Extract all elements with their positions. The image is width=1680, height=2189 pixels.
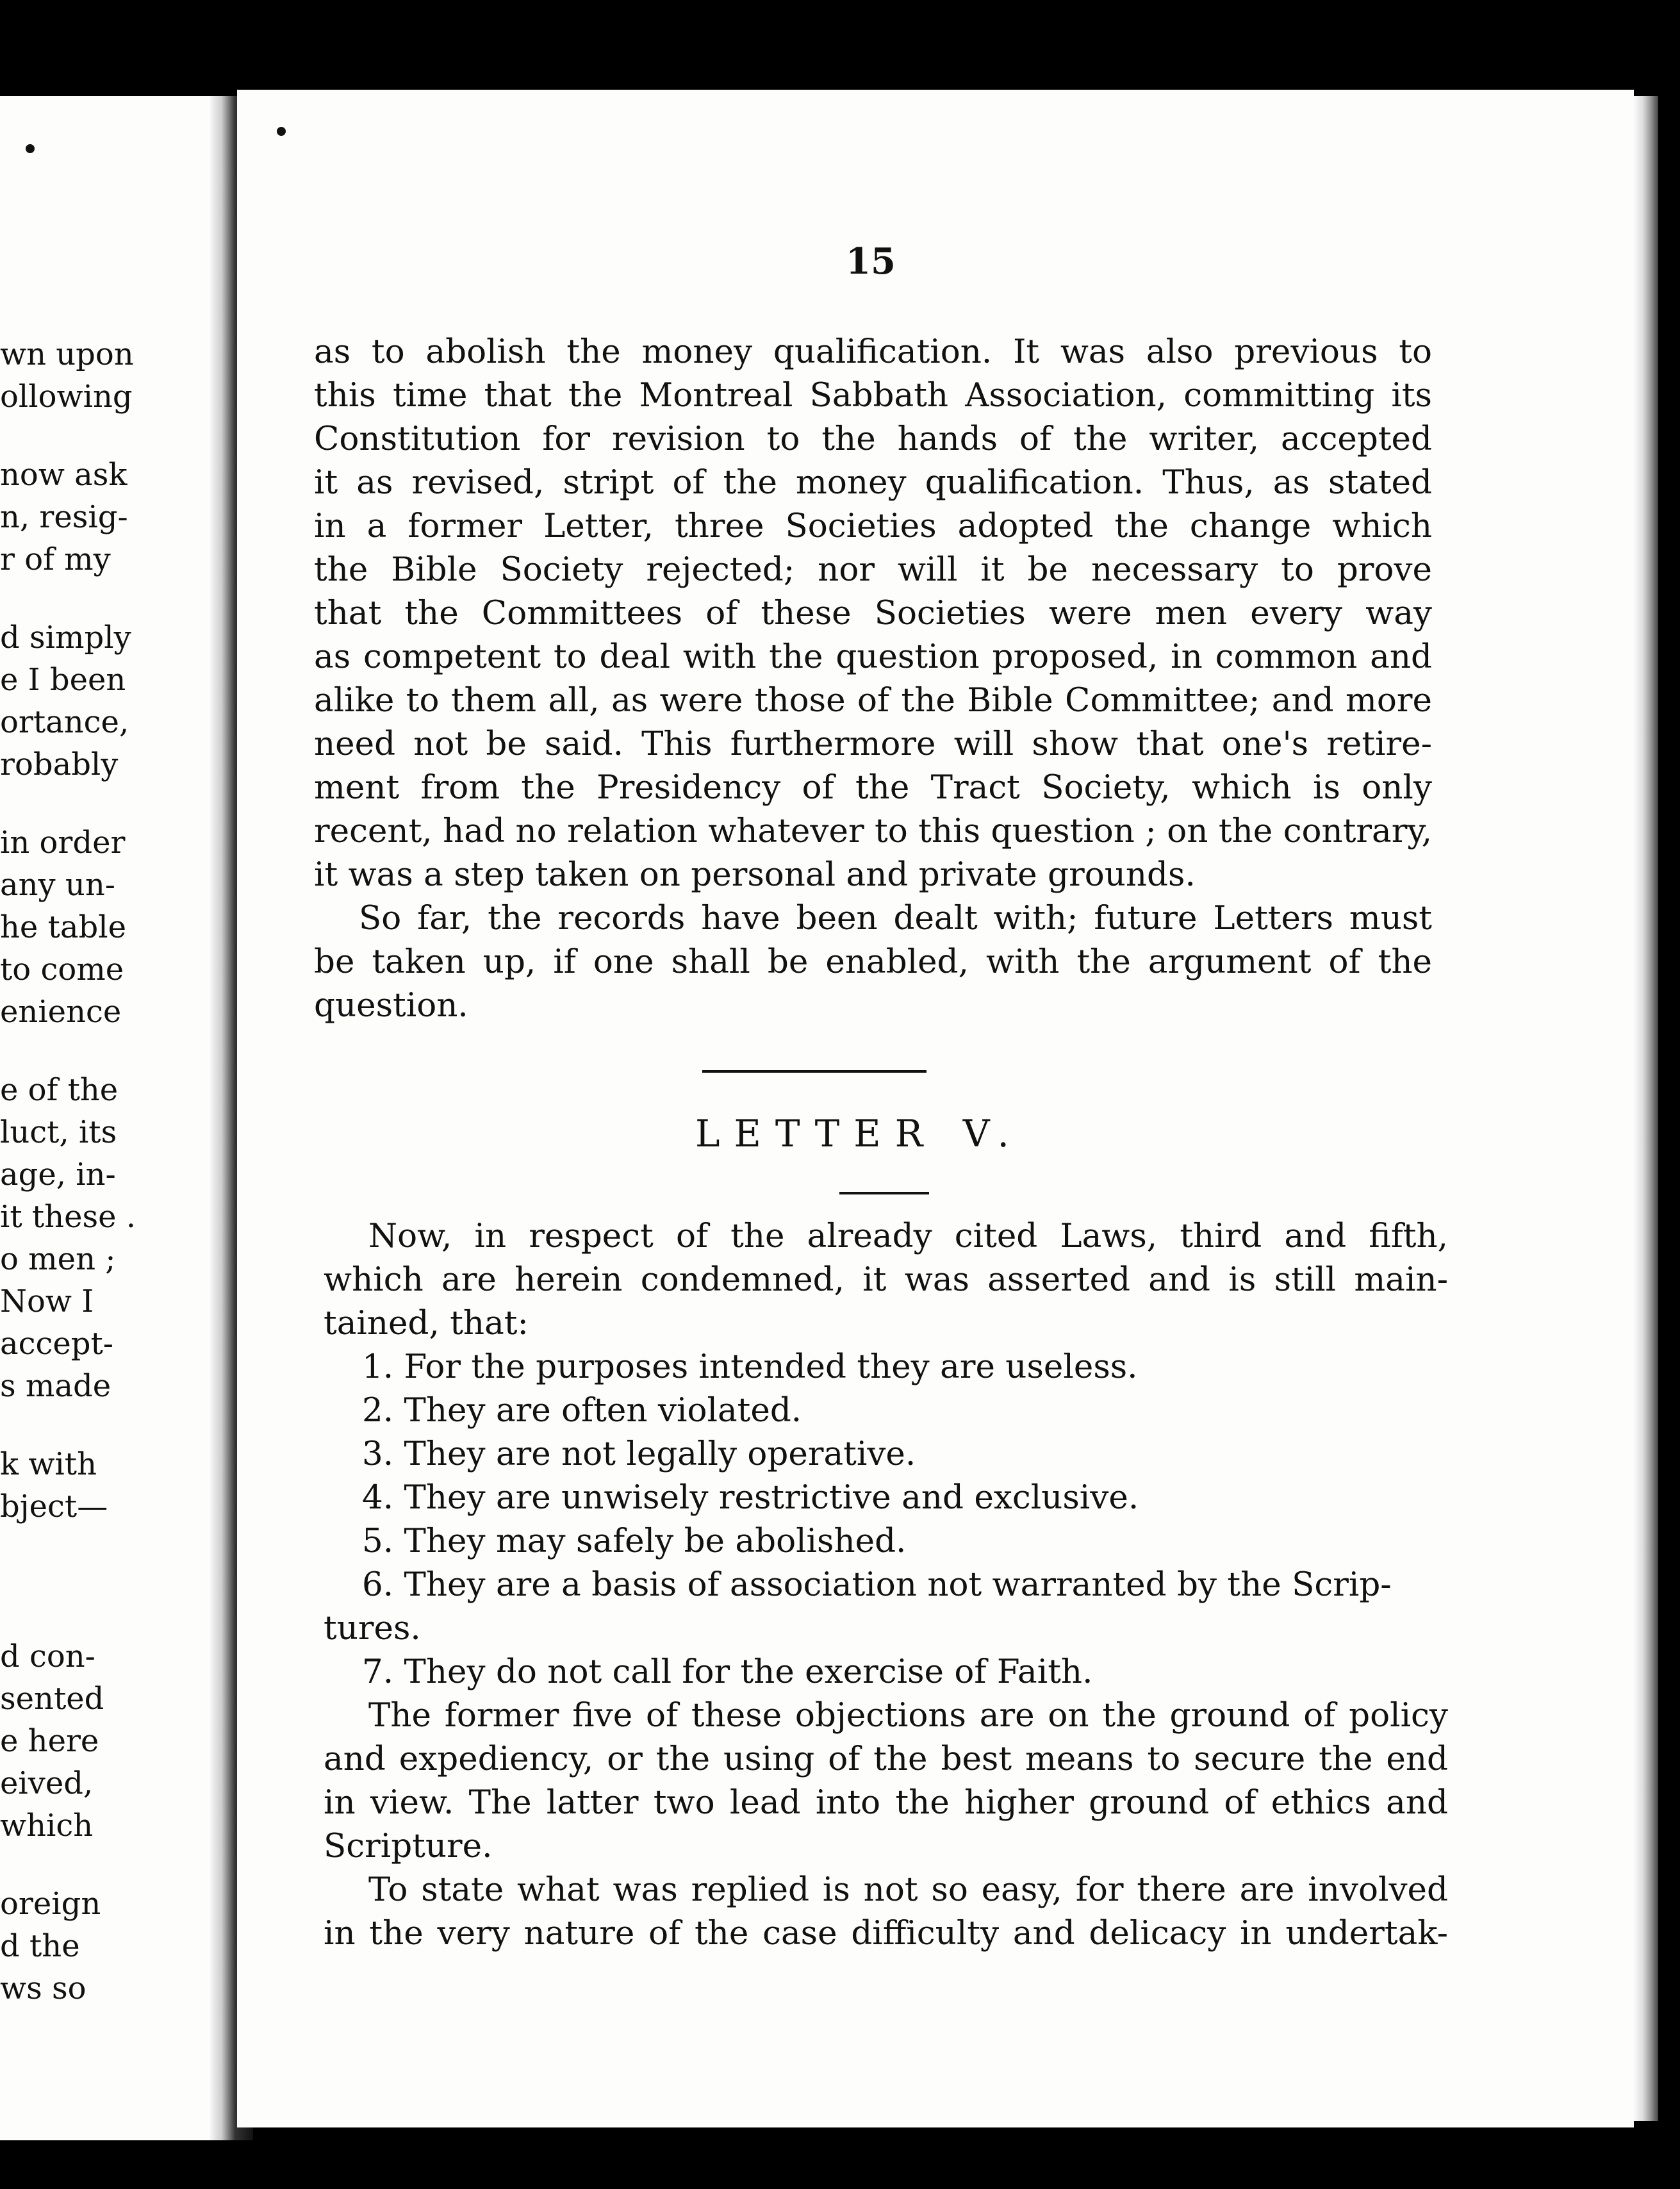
left-page-line: which <box>0 1808 94 1844</box>
text-line: alike to them all, as were those of the Bible Committee; and more <box>314 681 1432 720</box>
text-line: question. <box>314 986 468 1025</box>
left-page-line: e here <box>0 1723 99 1759</box>
left-page-line: wn upon <box>0 336 134 372</box>
list-item: 5. They may safely be abolished. <box>362 1522 907 1560</box>
left-page-line: he table <box>0 909 126 945</box>
left-page-line: eived, <box>0 1765 94 1801</box>
heading-rule <box>839 1192 929 1194</box>
text-line: and expediency, or the using of the best means to secure the end <box>324 1740 1448 1778</box>
left-page-line: in order <box>0 825 126 861</box>
text-line: Scripture. <box>324 1827 493 1865</box>
text-line: ment from the Presidency of the Tract Society, which is only <box>314 768 1432 807</box>
text-line: it as revised, stript of the money qualification. Thus, as stated <box>314 463 1432 502</box>
text-line: recent, had no relation whatever to this question ; on the contrary, <box>314 812 1432 850</box>
left-page <box>0 96 218 2140</box>
text-line: The former five of these objections are on the ground of policy <box>368 1696 1448 1735</box>
left-page-line: k with <box>0 1446 97 1482</box>
letter-heading: LETTER V. <box>695 1112 1023 1155</box>
text-line: which are herein condemned, it was asserted and is still main- <box>324 1260 1448 1299</box>
text-line: this time that the Montreal Sabbath Association, committing its <box>314 376 1432 415</box>
left-page-line: oreign <box>0 1886 101 1922</box>
left-page-line: e I been <box>0 662 126 698</box>
left-page-text <box>0 333 218 2010</box>
text-line: need not be said. This furthermore will show that one's retire- <box>314 725 1432 763</box>
text-line: So far, the records have been dealt with; future Letters must <box>359 899 1432 938</box>
page-number: 15 <box>846 240 896 283</box>
left-page-line: enience <box>0 994 122 1030</box>
left-page-line: d con- <box>0 1639 95 1674</box>
left-page-line: to come <box>0 952 124 987</box>
left-page-line: ortance, <box>0 704 129 740</box>
line-gap <box>0 1033 218 1069</box>
list-item: 7. They do not call for the exercise of Faith. <box>362 1653 1093 1691</box>
list-item: tures. <box>324 1609 421 1648</box>
left-page-line: accept- <box>0 1326 114 1362</box>
text-line: in a former Letter, three Societies adopted the change which <box>314 507 1432 545</box>
left-page-line: any un- <box>0 867 115 903</box>
list-item: 6. They are a basis of association not warranted by the Scrip- <box>362 1565 1392 1604</box>
left-page-line: it these . <box>0 1199 136 1235</box>
left-page-line: d simply <box>0 620 131 656</box>
list-item: 1. For the purposes intended they are useless. <box>362 1348 1138 1386</box>
left-page-line: robably <box>0 747 119 782</box>
left-page-line: Now I <box>0 1284 94 1319</box>
left-page-line: now ask <box>0 457 128 493</box>
line-gap <box>0 1564 218 1599</box>
text-line: it was a step taken on personal and private grounds. <box>314 855 1196 894</box>
section-rule <box>702 1070 926 1073</box>
text-line: that the Committees of these Societies were men every way <box>314 594 1432 632</box>
text-line: in the very nature of the case difficulty and delicacy in undertak- <box>324 1914 1448 1953</box>
text-line: Now, in respect of the already cited Laws, third and fifth, <box>368 1217 1448 1255</box>
list-item: 4. They are unwisely restrictive and exclusive. <box>362 1478 1139 1517</box>
list-item: 3. They are not legally operative. <box>362 1435 916 1473</box>
text-line: as competent to deal with the question proposed, in common and <box>314 638 1432 676</box>
left-page-line: sented <box>0 1681 104 1717</box>
left-page-line: o men ; <box>0 1241 116 1277</box>
page-edge <box>1633 96 1658 2121</box>
list-item: 2. They are often violated. <box>362 1391 802 1430</box>
line-gap <box>0 786 218 822</box>
line-gap <box>0 1528 218 1564</box>
left-page-line: e of the <box>0 1072 119 1108</box>
left-page-line: d the <box>0 1928 80 1964</box>
line-gap <box>0 581 218 616</box>
left-page-line: ollowing <box>0 379 133 415</box>
text-line: as to abolish the money qualification. It was also previous to <box>314 333 1432 371</box>
text-line: be taken up, if one shall be enabled, with the argument of the <box>314 943 1432 981</box>
left-page-line: luct, its <box>0 1114 117 1150</box>
line-gap <box>0 1847 218 1883</box>
text-line: To state what was replied is not so easy, for there are involved <box>368 1871 1448 1909</box>
speck <box>26 144 35 153</box>
line-gap <box>0 1599 218 1635</box>
body-text-after <box>324 1214 1448 1955</box>
left-page-line: s made <box>0 1368 111 1404</box>
left-page-line: age, in- <box>0 1157 116 1193</box>
text-line: tained, that: <box>324 1304 529 1342</box>
text-line: in view. The latter two lead into the higher ground of ethics and <box>324 1783 1448 1822</box>
speck <box>277 127 286 136</box>
line-gap <box>0 1407 218 1443</box>
left-page-line: n, resig- <box>0 499 128 535</box>
left-page-line: bject— <box>0 1489 108 1524</box>
text-line: Constitution for revision to the hands of the writer, accepted <box>314 420 1432 458</box>
left-page-line: ws so <box>0 1970 86 2006</box>
left-page-line: r of my <box>0 541 111 577</box>
line-gap <box>0 418 218 454</box>
body-text-before <box>314 330 1432 1027</box>
text-line: the Bible Society rejected; nor will it be necessary to prove <box>314 550 1432 589</box>
